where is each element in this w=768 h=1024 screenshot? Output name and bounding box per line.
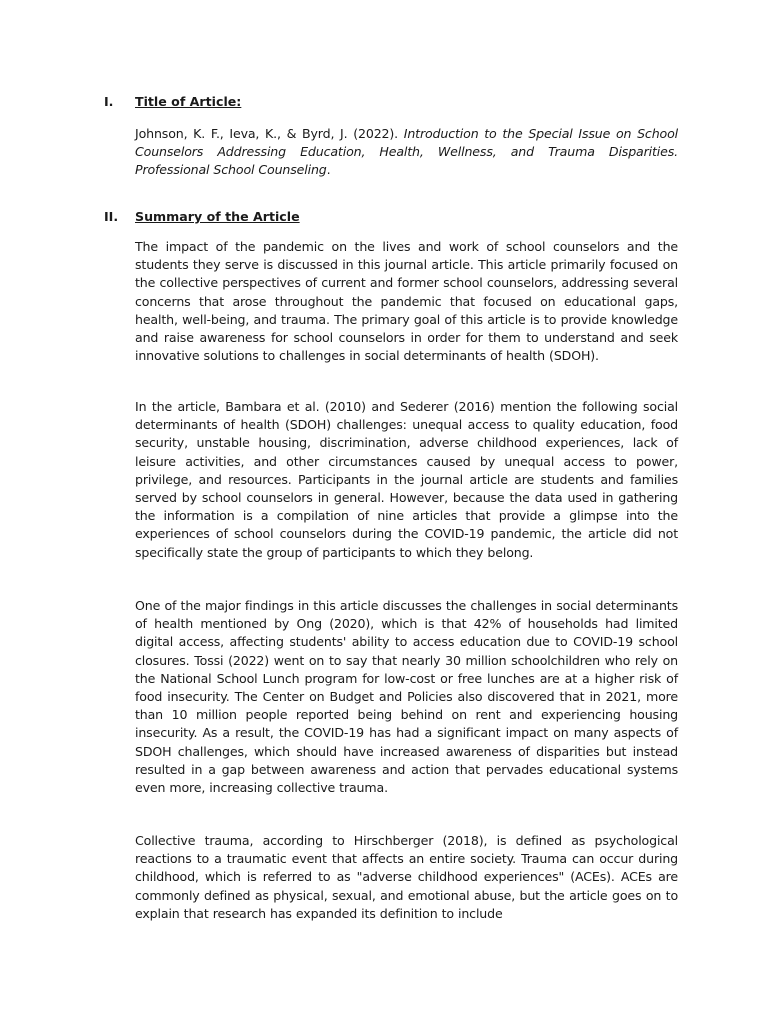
- citation-authors: Johnson, K. F., Ieva, K., & Byrd, J. (2022).: [135, 126, 404, 141]
- citation-end: .: [326, 162, 331, 178]
- citation-title: Introduction to the Special Issue on School Counselors Addressing Education, Health, Wellness, and Trauma Disparities. Professional School Counseling: [135, 126, 678, 178]
- summary-paragraph-4: Collective trauma, according to Hirschberger (2018), is defined as psychological reactions to a traumatic event that affects an entire society. Trauma can occur during childhood, which is referred to as "adverse childhood experiences" (ACEs). ACEs are commonly defined as physical, sexual, and emotional abuse, but the article goes on to explain that research has expanded its definition to include: [135, 833, 678, 921]
- section-heading-title-of-article: Title of Article:: [135, 94, 242, 109]
- article-citation: [135, 125, 678, 180]
- summary-paragraph-1: The impact of the pandemic on the lives and work of school counselors and the students they serve is discussed in this journal article. This article primarily focused on the collective perspectives of current and former school counselors, addressing several concerns that arose throughout the pandemic that focused on educational gaps, health, well-being, and trauma. The primary goal of this article is to provide knowledge and raise awareness for school counselors in order for them to understand and seek innovative solutions to challenges in social determinants of health (SDOH).: [135, 239, 678, 364]
- section-number: II.: [104, 209, 119, 224]
- section-number: I.: [104, 94, 114, 109]
- summary-paragraph-3: One of the major findings in this article discusses the challenges in social determinants of health mentioned by Ong (2020), which is that 42% of households had limited digital access, affecting students' ability to access education due to COVID-19 school closures. Tossi (2022) went on to say that nearly 30 million schoolchildren who rely on the National School Lunch program for low-cost or free lunches are at a higher risk of food insecurity. The Center on Budget and Policies also discovered that in 2021, more than 10 million people reported being behind on rent and experiencing housing insecurity. As a result, the COVID-19 has had a significant impact on many aspects of SDOH challenges, which should have increased awareness of disparities but instead resulted in a gap between awareness and action that pervades educational systems even more, increasing collective trauma.: [135, 598, 678, 796]
- summary-paragraph-2: In the article, Bambara et al. (2010) and Sederer (2016) mention the following social determinants of health (SDOH) challenges: unequal access to quality education, food security, unstable housing, discrimination, adverse childhood experiences, lack of leisure activities, and other circumstances caused by unequal access to power, privilege, and resources. Participants in the journal article are students and families served by school counselors in general. However, because the data used in gathering the information is a compilation of nine articles that provide a glimpse into the experiences of school counselors during the COVID-19 pandemic, the article did not specifically state the group of participants to which they belong.: [135, 399, 678, 560]
- section-heading-summary: Summary of the Article: [135, 209, 300, 224]
